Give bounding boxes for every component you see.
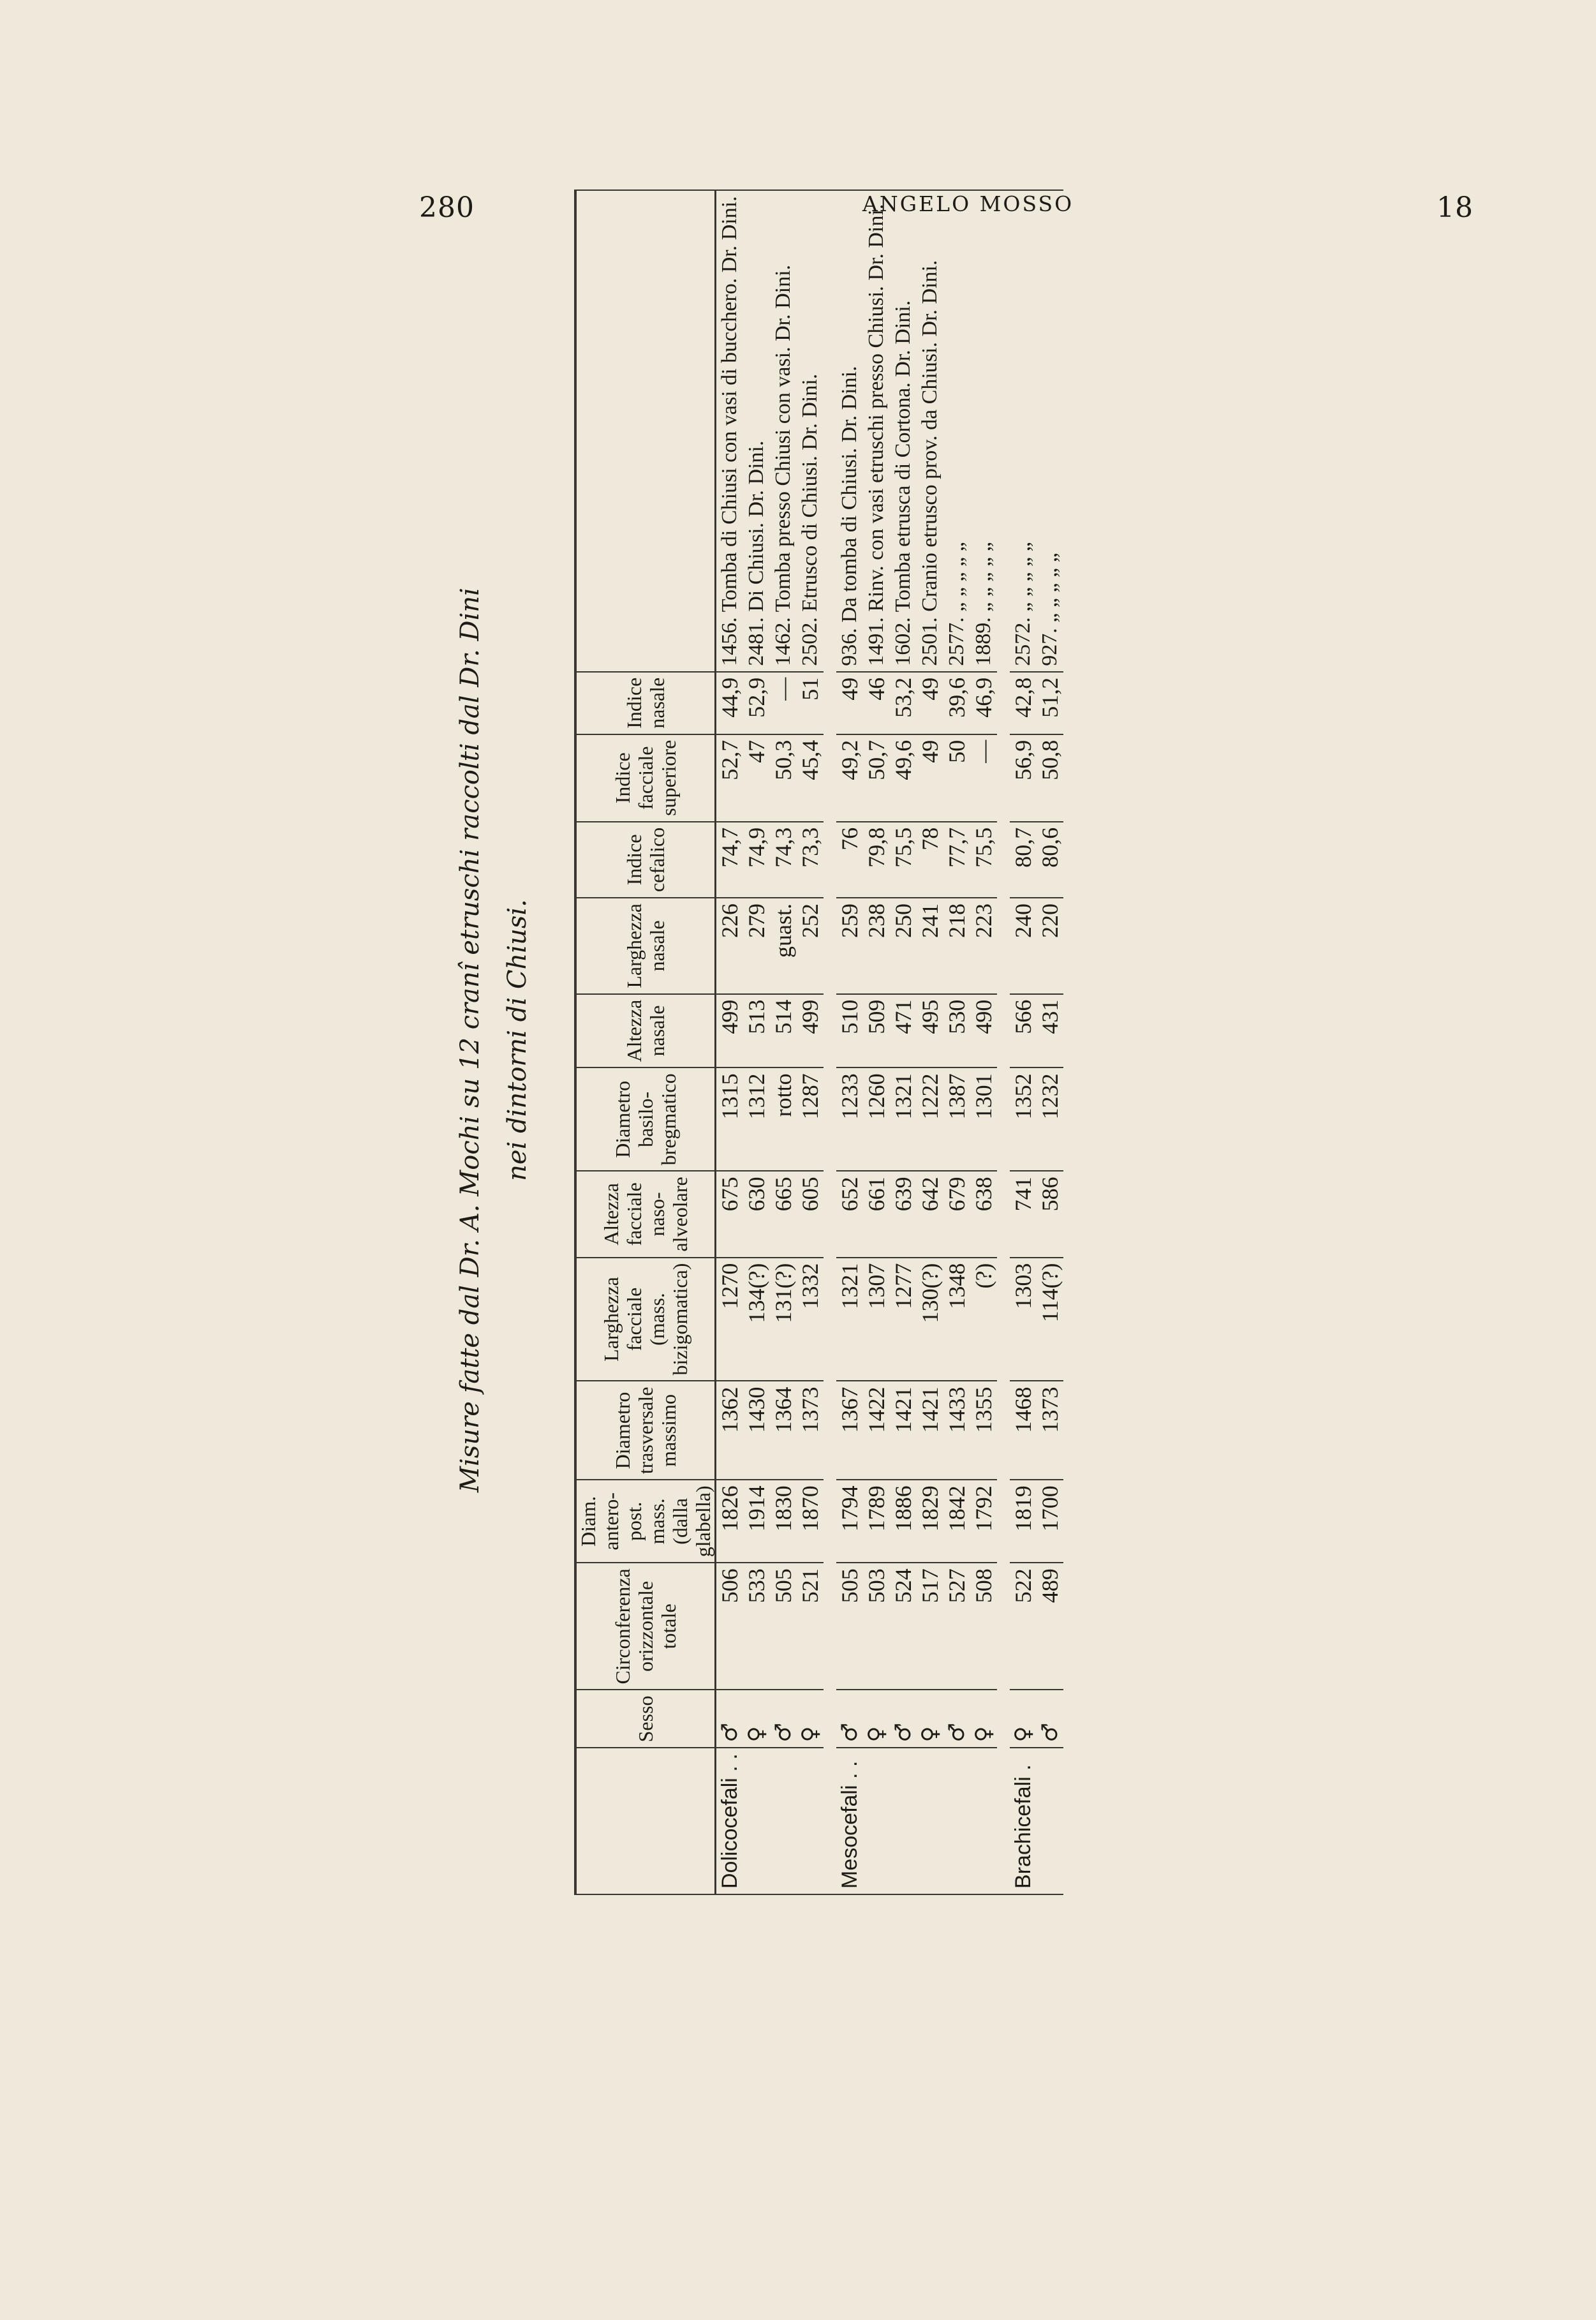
value-cell: 74,3	[770, 822, 797, 898]
value-cell: 665	[770, 1171, 797, 1257]
value-cell: 499	[716, 994, 744, 1068]
sex-cell: ♀	[863, 1690, 890, 1748]
table-row	[863, 190, 890, 1894]
value-cell: 44,9	[716, 672, 744, 734]
value-cell: 241	[917, 898, 943, 994]
column-header: Altezza nasale	[575, 994, 716, 1068]
column-header: Sesso	[575, 1690, 716, 1748]
value-cell: 1307	[863, 1258, 890, 1381]
value-cell: 1277	[890, 1258, 917, 1381]
value-cell: 1842	[943, 1480, 970, 1563]
value-cell: 252	[797, 898, 824, 994]
value-cell: 505	[836, 1563, 863, 1690]
value-cell: 45,4	[797, 734, 824, 822]
value-cell: 489	[1037, 1563, 1063, 1690]
value-cell: 220	[1037, 898, 1063, 994]
sex-cell: ♀	[917, 1690, 943, 1748]
value-cell: 1422	[863, 1381, 890, 1480]
spacer-cell	[997, 190, 1010, 1894]
table-row	[943, 190, 970, 1894]
table-row	[1037, 190, 1063, 1894]
value-cell: 513	[743, 994, 770, 1068]
table-row	[890, 190, 917, 1894]
value-cell: 741	[1010, 1171, 1037, 1257]
value-cell: 1789	[863, 1480, 890, 1563]
value-cell: 1232	[1037, 1067, 1063, 1171]
value-cell: 279	[743, 898, 770, 994]
value-cell: 77,7	[943, 822, 970, 898]
value-cell: 39,6	[943, 672, 970, 734]
column-header: Indice nasale	[575, 672, 716, 734]
value-cell: 1301	[970, 1067, 997, 1171]
sex-cell: ♂	[1037, 1690, 1063, 1748]
value-cell: 506	[716, 1563, 744, 1690]
value-cell: 471	[890, 994, 917, 1068]
value-cell: 1886	[890, 1480, 917, 1563]
value-cell: 50,8	[1037, 734, 1063, 822]
value-cell: 503	[863, 1563, 890, 1690]
value-cell: 46	[863, 672, 890, 734]
value-cell: 490	[970, 994, 997, 1068]
value-cell: 50,3	[770, 734, 797, 822]
value-cell: 226	[716, 898, 744, 994]
value-cell: 661	[863, 1171, 890, 1257]
value-cell: 47	[743, 734, 770, 822]
column-header	[575, 190, 716, 671]
value-cell: 1387	[943, 1067, 970, 1171]
value-cell: 1287	[797, 1067, 824, 1171]
section-number: 18	[1437, 191, 1474, 224]
value-cell: 1870	[797, 1480, 824, 1563]
value-cell: 533	[743, 1563, 770, 1690]
value-cell: 49	[917, 672, 943, 734]
value-cell: 514	[770, 994, 797, 1068]
table-row	[716, 190, 744, 1894]
value-cell: 1355	[970, 1381, 997, 1480]
caption-line-2: nei dintorni di Chiusi.	[503, 899, 532, 1181]
sex-cell: ♂	[890, 1690, 917, 1748]
column-header: Diam. antero-post. mass. (dalla glabella)	[575, 1480, 716, 1563]
value-cell: 1364	[770, 1381, 797, 1480]
value-cell: 638	[970, 1171, 997, 1257]
value-cell: 250	[890, 898, 917, 994]
value-cell: 78	[917, 822, 943, 898]
value-cell: 238	[863, 898, 890, 994]
value-cell: 1367	[836, 1381, 863, 1480]
value-cell: 1373	[797, 1381, 824, 1480]
value-cell: 510	[836, 994, 863, 1068]
value-cell: 74,9	[743, 822, 770, 898]
sex-cell: ♂	[716, 1690, 744, 1748]
table-row	[970, 190, 997, 1894]
value-cell: 527	[943, 1563, 970, 1690]
value-cell: 499	[797, 994, 824, 1068]
table-row	[743, 190, 770, 1894]
value-cell: 1794	[836, 1480, 863, 1563]
note-cell: 936. Da tomba di Chiusi. Dr. Dini.	[836, 190, 863, 671]
value-cell: 1332	[797, 1258, 824, 1381]
table-row	[770, 190, 797, 1894]
sex-cell: ♀	[797, 1690, 824, 1748]
value-cell: rotto	[770, 1067, 797, 1171]
note-cell: 2481. Di Chiusi. Dr. Dini.	[743, 190, 770, 671]
value-cell: 1373	[1037, 1381, 1063, 1480]
value-cell: 80,6	[1037, 822, 1063, 898]
sex-cell: ♂	[770, 1690, 797, 1748]
value-cell: 1792	[970, 1480, 997, 1563]
table-header-row	[575, 190, 716, 1894]
value-cell: 566	[1010, 994, 1037, 1068]
value-cell: (?)	[970, 1258, 997, 1381]
value-cell: 524	[890, 1563, 917, 1690]
value-cell: 1819	[1010, 1480, 1037, 1563]
table-row	[797, 190, 824, 1894]
value-cell: 49,6	[890, 734, 917, 822]
group-label: Dolicocefali . .	[716, 1748, 824, 1894]
note-cell: 1889. „ „ „ „ „	[970, 190, 997, 671]
value-cell: 1222	[917, 1067, 943, 1171]
value-cell: 1430	[743, 1381, 770, 1480]
note-cell: 2572. „ „ „ „ „	[1010, 190, 1037, 671]
group-spacer	[824, 190, 836, 1894]
table-row	[836, 190, 863, 1894]
group-label: Mesocefali . .	[836, 1748, 997, 1894]
value-cell: 49	[917, 734, 943, 822]
value-cell: 75,5	[970, 822, 997, 898]
value-cell: 530	[943, 994, 970, 1068]
value-cell: 1362	[716, 1381, 744, 1480]
value-cell: 1312	[743, 1067, 770, 1171]
table-row	[1010, 190, 1037, 1894]
value-cell: 1315	[716, 1067, 744, 1171]
value-cell: 240	[1010, 898, 1037, 994]
value-cell: 1270	[716, 1258, 744, 1381]
value-cell: 1829	[917, 1480, 943, 1563]
value-cell: 131(?)	[770, 1258, 797, 1381]
spacer-cell	[824, 190, 836, 1894]
value-cell: guast.	[770, 898, 797, 994]
value-cell: 630	[743, 1171, 770, 1257]
column-header: Indice facciale superiore	[575, 734, 716, 822]
note-cell: 1602. Tomba etrusca di Cortona. Dr. Dini.	[890, 190, 917, 671]
value-cell: 517	[917, 1563, 943, 1690]
value-cell: 505	[770, 1563, 797, 1690]
value-cell: 1421	[890, 1381, 917, 1480]
column-header: Larghezza facciale (mass. bizigomatica)	[575, 1258, 716, 1381]
value-cell: 46,9	[970, 672, 997, 734]
measurement-table	[574, 190, 1063, 1895]
value-cell: 1830	[770, 1480, 797, 1563]
running-header: ANGELO MOSSO	[862, 191, 1074, 216]
table-caption	[447, 274, 541, 1806]
value-cell: 1260	[863, 1067, 890, 1171]
value-cell: 431	[1037, 994, 1063, 1068]
value-cell: 223	[970, 898, 997, 994]
value-cell: 134(?)	[743, 1258, 770, 1381]
value-cell: 259	[836, 898, 863, 994]
value-cell: 1826	[716, 1480, 744, 1563]
column-header: Circonferenza orizzontale totale	[575, 1563, 716, 1690]
value-cell: 508	[970, 1563, 997, 1690]
note-cell: 2501. Cranio etrusco prov. da Chiusi. Dr. Dini.	[917, 190, 943, 671]
value-cell: 79,8	[863, 822, 890, 898]
note-cell: 927. „ „ „ „ „	[1037, 190, 1063, 671]
value-cell: 1914	[743, 1480, 770, 1563]
value-cell: 50	[943, 734, 970, 822]
value-cell: 1421	[917, 1381, 943, 1480]
value-cell: 1468	[1010, 1381, 1037, 1480]
sex-cell: ♀	[743, 1690, 770, 1748]
value-cell: 52,7	[716, 734, 744, 822]
value-cell: 52,9	[743, 672, 770, 734]
value-cell: 1321	[836, 1258, 863, 1381]
table-row	[917, 190, 943, 1894]
value-cell: 1700	[1037, 1480, 1063, 1563]
value-cell: 49	[836, 672, 863, 734]
value-cell: 642	[917, 1171, 943, 1257]
value-cell: 509	[863, 994, 890, 1068]
value-cell: 675	[716, 1171, 744, 1257]
value-cell: 1321	[890, 1067, 917, 1171]
value-cell: 42,8	[1010, 672, 1037, 734]
note-cell: 2502. Etrusco di Chiusi. Dr. Dini.	[797, 190, 824, 671]
value-cell: 49,2	[836, 734, 863, 822]
value-cell: 51	[797, 672, 824, 734]
sex-cell: ♀	[970, 1690, 997, 1748]
column-header: Indice cefalico	[575, 822, 716, 898]
value-cell: 586	[1037, 1171, 1063, 1257]
value-cell: 605	[797, 1171, 824, 1257]
value-cell: 495	[917, 994, 943, 1068]
value-cell: 1303	[1010, 1258, 1037, 1381]
value-cell: 1352	[1010, 1067, 1037, 1171]
sex-cell: ♀	[1010, 1690, 1037, 1748]
value-cell: 74,7	[716, 822, 744, 898]
value-cell: 1433	[943, 1381, 970, 1480]
value-cell: 80,7	[1010, 822, 1037, 898]
sex-cell: ♂	[836, 1690, 863, 1748]
value-cell: —	[770, 672, 797, 734]
value-cell: 56,9	[1010, 734, 1037, 822]
note-cell: 2577. „ „ „ „ „	[943, 190, 970, 671]
value-cell: 521	[797, 1563, 824, 1690]
sex-cell: ♂	[943, 1690, 970, 1748]
caption-line-1: Misure fatte dal Dr. A. Mochi su 12 cranî etruschi raccolti dal Dr. Dini	[455, 588, 485, 1492]
value-cell: 1233	[836, 1067, 863, 1171]
value-cell: 50,7	[863, 734, 890, 822]
value-cell: 76	[836, 822, 863, 898]
page-number: 280	[419, 191, 475, 224]
note-cell: 1462. Tomba presso Chiusi con vasi. Dr. Dini.	[770, 190, 797, 671]
column-header: Diametro trasversale massimo	[575, 1381, 716, 1480]
value-cell: 679	[943, 1171, 970, 1257]
value-cell: 73,3	[797, 822, 824, 898]
column-header: Larghezza nasale	[575, 898, 716, 994]
value-cell: 114(?)	[1037, 1258, 1063, 1381]
value-cell: 1348	[943, 1258, 970, 1381]
group-spacer	[997, 190, 1010, 1894]
value-cell: 53,2	[890, 672, 917, 734]
column-header: Altezza facciale naso-alveolare	[575, 1171, 716, 1257]
group-label: Brachicefali .	[1010, 1748, 1063, 1894]
value-cell: 130(?)	[917, 1258, 943, 1381]
value-cell: 522	[1010, 1563, 1037, 1690]
value-cell: 51,2	[1037, 672, 1063, 734]
value-cell: —	[970, 734, 997, 822]
column-header: Diametro basilo-bregmatico	[575, 1067, 716, 1171]
value-cell: 75,5	[890, 822, 917, 898]
value-cell: 218	[943, 898, 970, 994]
note-cell: 1491. Rinv. con vasi etruschi presso Chiusi. Dr. Dini.	[863, 190, 890, 671]
column-header	[575, 1748, 716, 1894]
note-cell: 1456. Tomba di Chiusi con vasi di bucchero. Dr. Dini.	[716, 190, 744, 671]
value-cell: 652	[836, 1171, 863, 1257]
table-body	[716, 190, 1064, 1894]
value-cell: 639	[890, 1171, 917, 1257]
